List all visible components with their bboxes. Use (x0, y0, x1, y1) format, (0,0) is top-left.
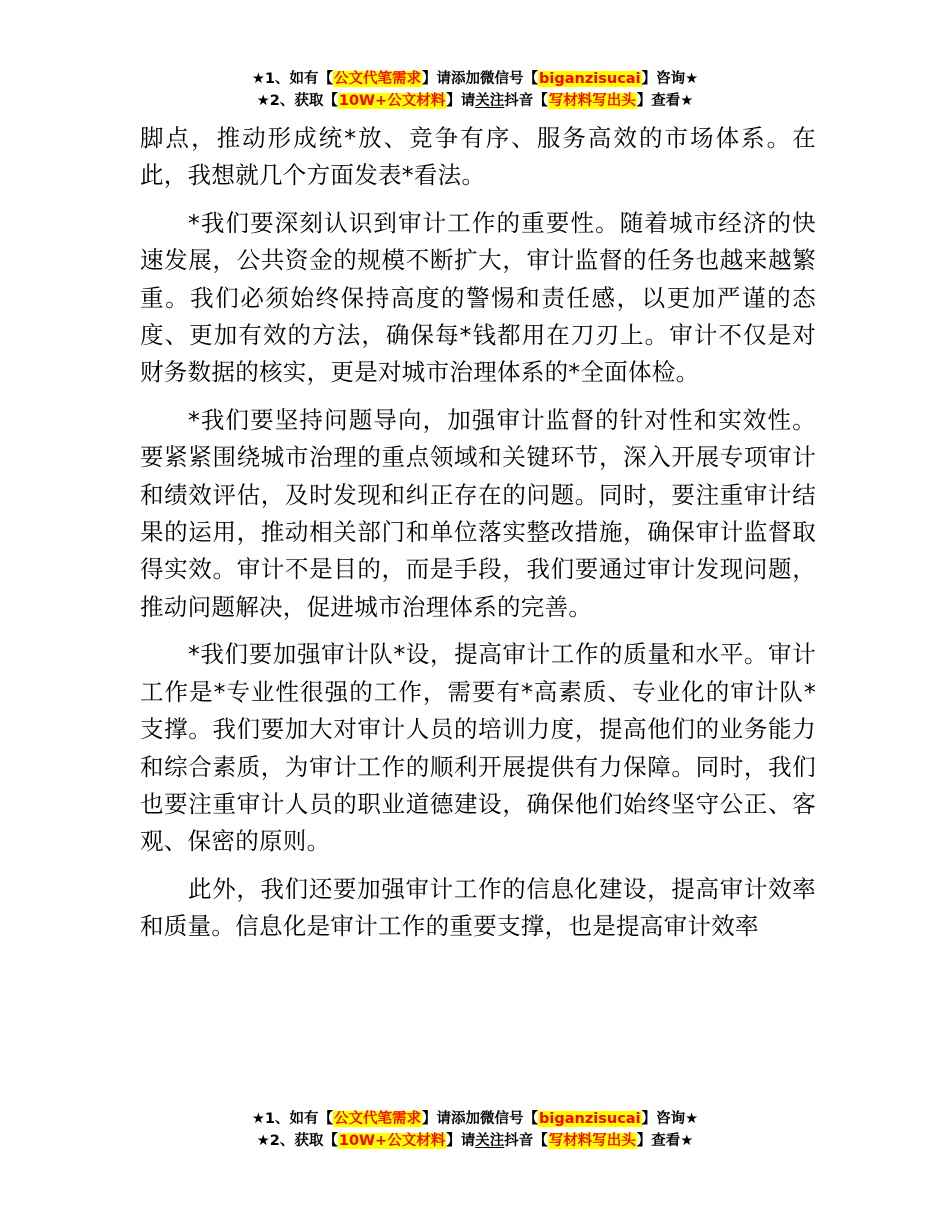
document-body (140, 120, 816, 956)
banner-text: 】请添加微信号【 (422, 1111, 539, 1127)
header-banner (0, 68, 950, 112)
banner-text: 】咨询★ (641, 71, 699, 87)
highlight-materials: 10W+公文材料 (338, 1133, 446, 1149)
highlight-wechat-id: biganzisucai (539, 71, 641, 87)
banner-text: 抖音【 (504, 93, 548, 109)
banner-text: ★2、获取【 (256, 93, 338, 109)
highlight-douyin-account: 写材料写出头 (548, 93, 636, 109)
paragraph-1: 脚点，推动形成统*放、竞争有序、服务高效的市场体系。在此，我想就几个方面发表*看法。 (140, 124, 816, 190)
paragraph-3: *我们要坚持问题导向，加强审计监督的针对性和实效性。要紧紧围绕城市治理的重点领域和关键环节，深入开展专项审计和绩效评估，及时发现和纠正存在的问题。同时，要注重审计结果的运用，推动相关部门和单位落实整改措施，确保审计监督取得实效。审计不是目的，而是手段，我们要通过审计发现问题，推动问题解决，促进城市治理体系的完善。 (140, 405, 816, 621)
banner-text: ★1、如有【 (251, 1111, 334, 1127)
banner-text: 】请 (446, 93, 476, 109)
highlight-douyin-account: 写材料写出头 (548, 1133, 636, 1149)
banner-text: 】请 (446, 1133, 476, 1149)
banner-text: 抖音【 (504, 1133, 548, 1149)
banner-text: ★2、获取【 (256, 1133, 338, 1149)
banner-line-2 (0, 1130, 950, 1152)
paragraph-2: *我们要深刻认识到审计工作的重要性。随着城市经济的快速发展，公共资金的规模不断扩大，审计监督的任务也越来越繁重。我们必须始终保持高度的警惕和责任感，以更加严谨的态度、更加有效的方法，确保每*钱都用在刀刃上。审计不仅是对财务数据的核实，更是对城市治理体系的*全面体检。 (140, 208, 816, 387)
paragraph-4: *我们要加强审计队*设，提高审计工作的质量和水平。审计工作是*专业性很强的工作，需要有*高素质、专业化的审计队*支撑。我们要加大对审计人员的培训力度，提高他们的业务能力和综合素质，为审计工作的顺利开展提供有力保障。同时，我们也要注重审计人员的职业道德建设，确保他们始终坚守公正、客观、保密的原则。 (140, 640, 816, 856)
underlined-follow: 关注 (475, 1133, 505, 1149)
banner-text: 】查看★ (636, 1133, 694, 1149)
paragraph-5: 此外，我们还要加强审计工作的信息化建设，提高审计效率和质量。信息化是审计工作的重要支撑，也是提高审计效率 (140, 874, 816, 941)
underlined-follow: 关注 (475, 93, 505, 109)
banner-text: 】请添加微信号【 (422, 71, 539, 87)
banner-text: 】查看★ (636, 93, 694, 109)
highlight-materials: 10W+公文材料 (338, 93, 446, 109)
footer-banner (0, 1108, 950, 1152)
highlight-wechat-id: biganzisucai (539, 1111, 641, 1127)
highlight-service: 公文代笔需求 (334, 1111, 422, 1127)
banner-text: ★1、如有【 (251, 71, 334, 87)
banner-line-2 (0, 90, 950, 112)
banner-line-1 (0, 1108, 950, 1130)
highlight-service: 公文代笔需求 (334, 71, 422, 87)
banner-line-1 (0, 68, 950, 90)
banner-text: 】咨询★ (641, 1111, 699, 1127)
